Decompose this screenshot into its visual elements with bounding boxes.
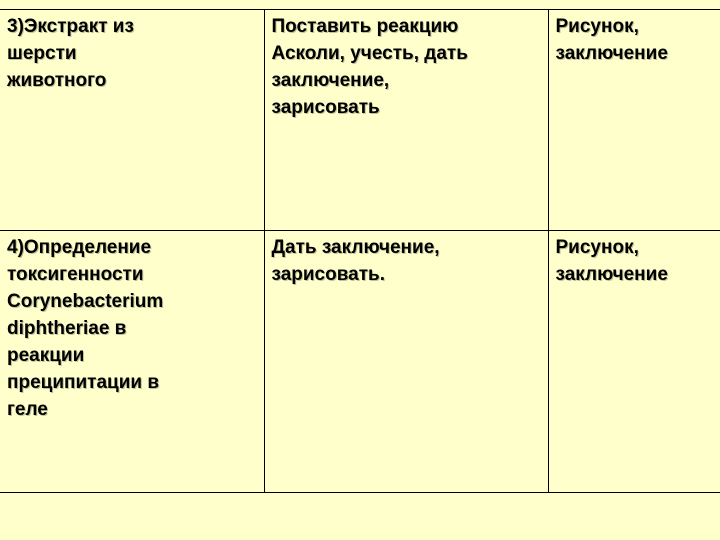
- material-text: 4)Определение токсигенности Corynebacterium diphtheriae в реакции преципитации в геле: [7, 237, 164, 420]
- table-cell: [0, 231, 264, 493]
- table-cell: [264, 10, 548, 231]
- task-text: Дать заключение, зарисовать.: [271, 237, 440, 285]
- material-text: 3)Экстракт из шерсти животного: [7, 16, 134, 91]
- task-text: Поставить реакцию Асколи, учесть, дать заключение, зарисовать: [271, 16, 468, 118]
- table-cell: [264, 231, 548, 493]
- lab-task-table: [0, 9, 720, 493]
- table-row: [0, 10, 720, 231]
- result-text: Рисунок, заключение: [555, 237, 668, 285]
- table-cell: [0, 10, 264, 231]
- table-row: [0, 231, 720, 493]
- table-cell: [548, 10, 720, 231]
- result-text: Рисунок, заключение: [555, 16, 668, 64]
- table-cell: [548, 231, 720, 493]
